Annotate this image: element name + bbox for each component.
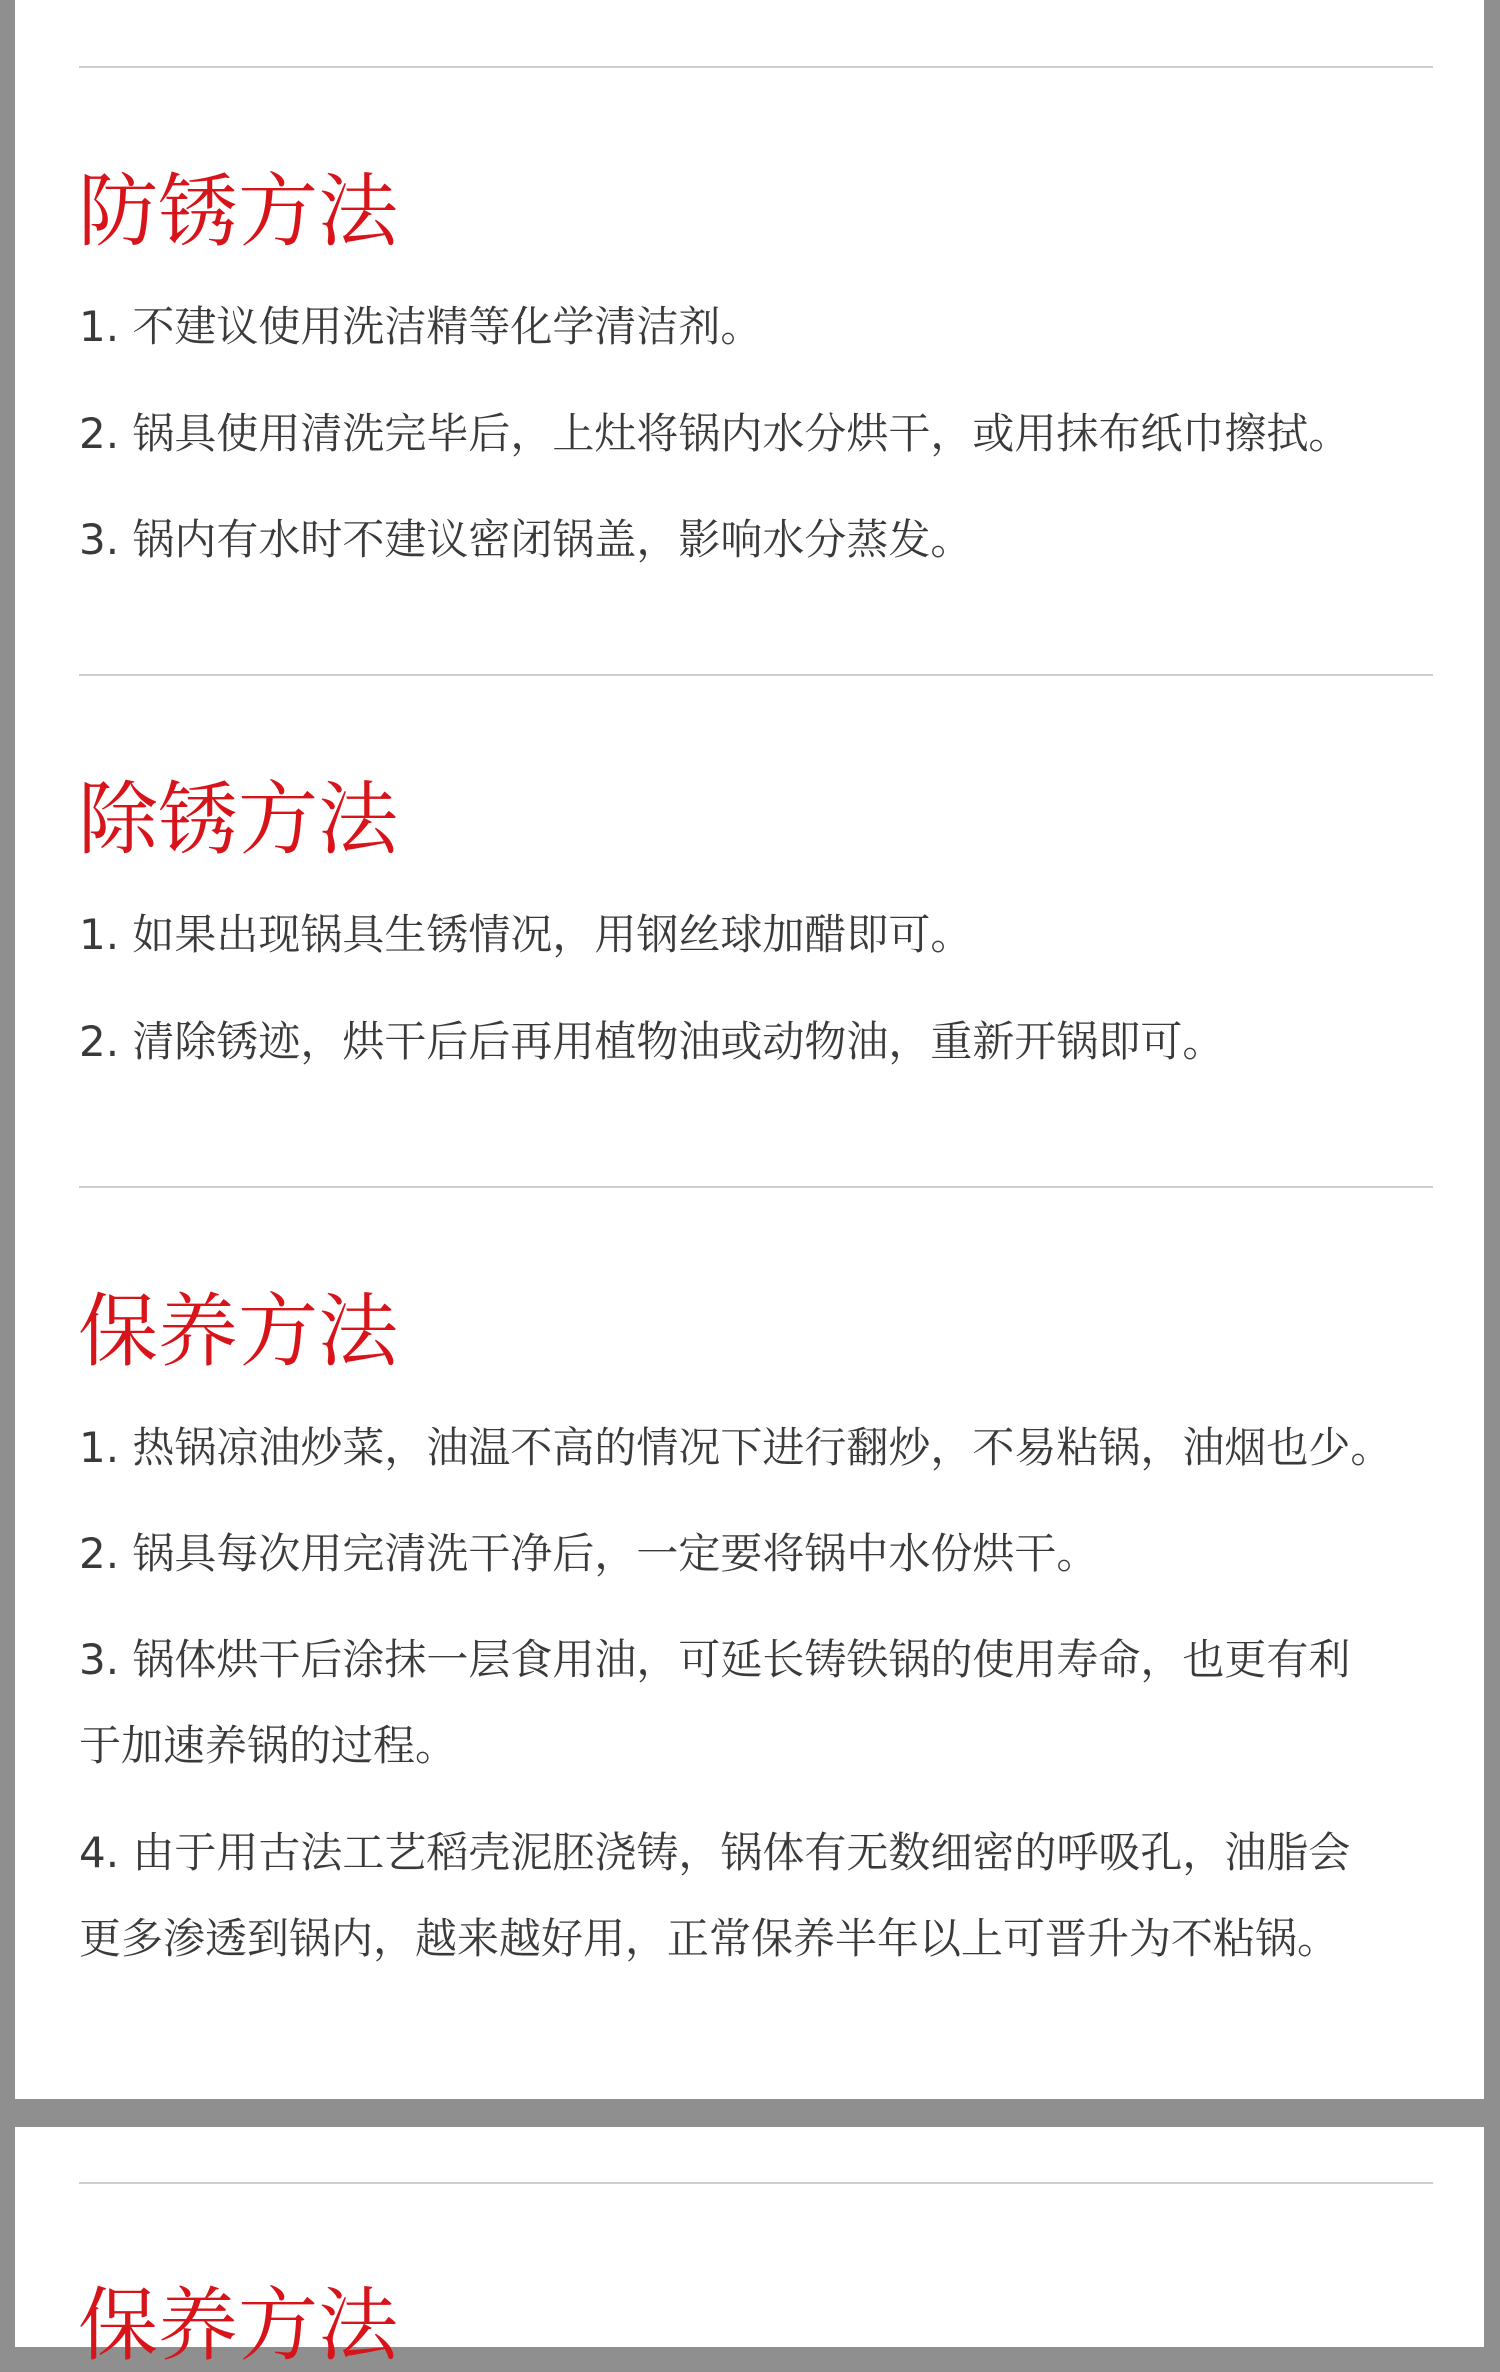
section-heading: 保养方法	[78, 1285, 398, 1378]
list-item: 2. 锅具每次用完清洗干净后，一定要将锅中水份烘干。	[79, 1529, 1099, 1578]
list-item: 2. 锅具使用清洗完毕后，上灶将锅内水分烘干，或用抹布纸巾擦拭。	[79, 409, 1351, 458]
section-divider	[79, 2182, 1433, 2184]
next-panel	[15, 2127, 1484, 2372]
section-divider	[79, 1186, 1433, 1188]
list-item: 2. 清除锈迹，烘干后后再用植物油或动物油，重新开锅即可。	[79, 1017, 1225, 1066]
list-item: 1. 热锅凉油炒菜，油温不高的情况下进行翻炒，不易粘锅，油烟也少。	[79, 1423, 1393, 1472]
care-instructions-panel	[15, 0, 1484, 2099]
list-item: 4. 由于用古法工艺稻壳泥胚浇铸，锅体有无数细密的呼吸孔，油脂会	[79, 1828, 1351, 1877]
list-item: 3. 锅内有水时不建议密闭锅盖，影响水分蒸发。	[79, 515, 973, 564]
list-item: 1. 如果出现锅具生锈情况，用钢丝球加醋即可。	[79, 910, 973, 959]
section-divider	[79, 674, 1433, 676]
section-heading: 除锈方法	[78, 773, 398, 866]
list-item-continuation: 更多渗透到锅内，越来越好用，正常保养半年以上可晋升为不粘锅。	[79, 1914, 1340, 1963]
list-item: 3. 锅体烘干后涂抹一层食用油，可延长铸铁锅的使用寿命，也更有利	[79, 1635, 1351, 1684]
section-heading: 保养方法	[78, 2279, 398, 2372]
section-divider	[79, 66, 1433, 68]
section-heading: 防锈方法	[78, 165, 398, 258]
list-item-continuation: 于加速养锅的过程。	[79, 1721, 458, 1770]
list-item: 1. 不建议使用洗洁精等化学清洁剂。	[79, 302, 763, 351]
